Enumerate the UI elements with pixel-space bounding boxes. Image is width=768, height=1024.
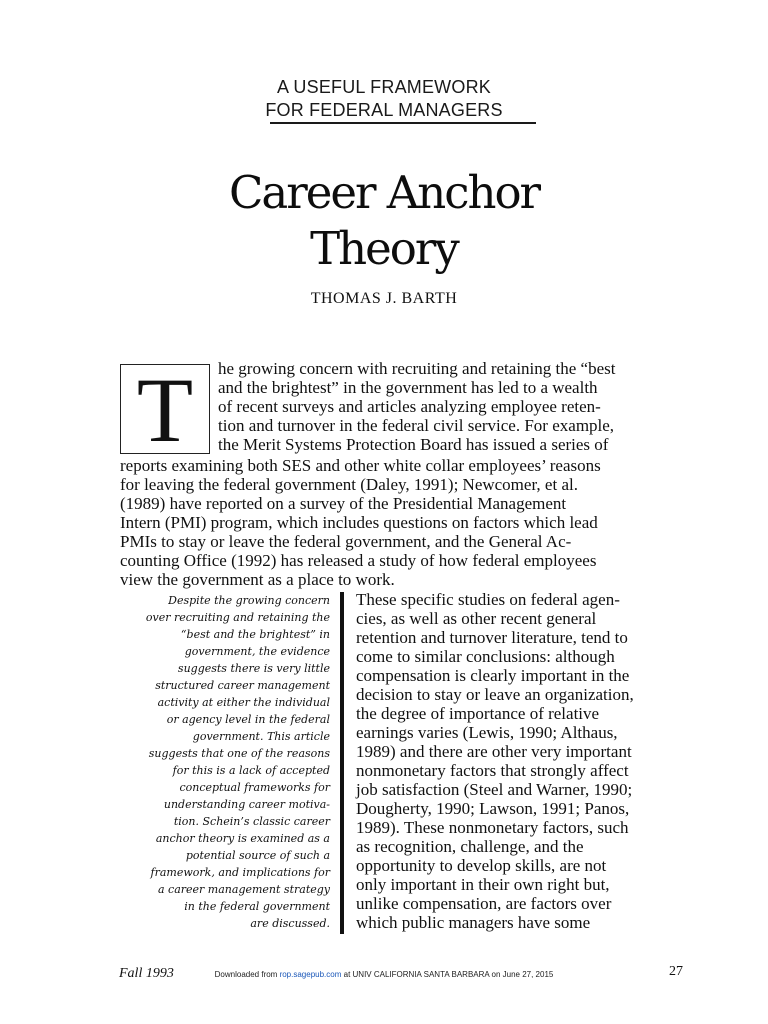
intro-line: (1989) have reported on a survey of the Presidential Management: [120, 494, 567, 513]
intro-line: counting Office (1992) has released a study of how federal employees: [120, 551, 597, 570]
pull-quote-line: suggests that one of the reasons: [148, 747, 330, 760]
column-line: job satisfaction (Steel and Warner, 1990;: [356, 780, 633, 799]
download-link[interactable]: rop.sagepub.com: [279, 970, 342, 979]
pull-quote-line: potential source of such a: [185, 849, 330, 862]
column-line: unlike compensation, are factors over: [356, 894, 612, 913]
column-line: retention and turnover literature, tend to: [356, 628, 628, 647]
column-line: 1989) and there are other very important: [356, 742, 632, 761]
column-line: nonmonetary factors that strongly affect: [356, 761, 629, 780]
column-line: which public managers have some: [356, 913, 591, 932]
pull-quote-line: or agency level in the federal: [166, 713, 330, 726]
column-line: as recognition, challenge, and the: [356, 837, 584, 856]
pull-quote-line: government. This article: [192, 730, 330, 743]
column-line: These specific studies on federal agen-: [356, 590, 620, 609]
intro-line: reports examining both SES and other white collar employees’ reasons: [120, 456, 601, 475]
dropcap-letter: T: [136, 359, 194, 461]
pull-quote-divider: [340, 592, 344, 934]
pull-quote-line: suggests there is very little: [177, 662, 330, 675]
page-number: 27: [669, 964, 683, 979]
pull-quote-line: Despite the growing concern: [168, 594, 330, 607]
pull-quote-line: activity at either the individual: [157, 696, 330, 709]
article-title-line-1: Career Anchor: [228, 166, 540, 219]
issue-label: Fall 1993: [119, 966, 174, 981]
intro-line: and the brightest” in the government has led to a wealth: [218, 378, 598, 397]
column-line: come to similar conclusions: although: [356, 647, 615, 666]
intro-line: he growing concern with recruiting and retaining the “best: [218, 359, 616, 378]
pull-quote-line: anchor theory is examined as a: [155, 832, 330, 845]
kicker-line-2: FOR FEDERAL MANAGERS: [265, 100, 503, 120]
intro-line: the Merit Systems Protection Board has issued a series of: [218, 435, 609, 454]
pull-quote-line: conceptual frameworks for: [179, 781, 330, 794]
column-line: Dougherty, 1990; Lawson, 1991; Panos,: [356, 799, 630, 818]
column-line: only important in their own right but,: [356, 875, 610, 894]
intro-line: tion and turnover in the federal civil service. For example,: [218, 416, 615, 435]
pull-quote-line: “best and the brightest” in: [180, 628, 330, 641]
kicker-underline: [270, 122, 536, 124]
pull-quote-line: in the federal government: [184, 900, 330, 913]
column-line: compensation is clearly important in the: [356, 666, 630, 685]
pull-quote-line: structured career management: [155, 679, 330, 692]
intro-line: for leaving the federal government (Daley, 1991); Newcomer, et al.: [120, 475, 578, 494]
intro-line: of recent surveys and articles analyzing employee reten-: [218, 397, 601, 416]
intro-line: PMIs to stay or leave the federal government, and the General Ac-: [120, 532, 572, 551]
intro-line: Intern (PMI) program, which includes questions on factors which lead: [120, 513, 598, 532]
column-line: decision to stay or leave an organization,: [356, 685, 634, 704]
column-line: the degree of importance of relative: [356, 704, 600, 723]
column-line: opportunity to develop skills, are not: [356, 856, 607, 875]
article-title-line-2: Theory: [310, 222, 458, 275]
pull-quote-line: government, the evidence: [184, 645, 330, 658]
pull-quote-line: are discussed.: [250, 917, 330, 930]
column-line: earnings varies (Lewis, 1990; Althaus,: [356, 723, 618, 742]
intro-line: view the government as a place to work.: [120, 570, 395, 589]
pull-quote-line: for this is a lack of accepted: [172, 764, 330, 777]
column-line: 1989). These nonmonetary factors, such: [356, 818, 629, 837]
author-name: THOMAS J. BARTH: [310, 290, 458, 307]
pull-quote-line: over recruiting and retaining the: [145, 611, 330, 624]
pull-quote-line: understanding career motiva-: [163, 798, 330, 811]
download-suffix: at UNIV CALIFORNIA SANTA BARBARA on June 27, 2015: [341, 970, 554, 979]
download-notice: [0, 970, 768, 979]
pull-quote-line: framework, and implications for: [150, 866, 330, 879]
pull-quote-line: a career management strategy: [158, 883, 330, 896]
kicker-line-1: A USEFUL FRAMEWORK: [277, 77, 491, 97]
pull-quote-line: tion. Schein’s classic career: [173, 815, 330, 828]
download-prefix: Downloaded from: [214, 970, 280, 979]
column-line: cies, as well as other recent general: [356, 609, 597, 628]
